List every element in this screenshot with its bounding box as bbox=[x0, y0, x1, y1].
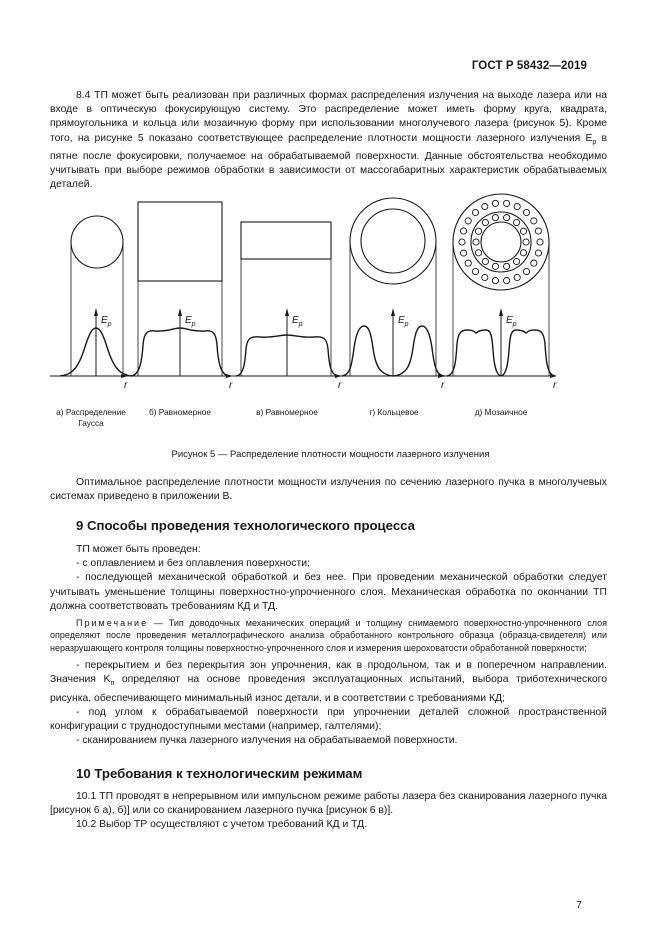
list-item: - с оплавлением и без оплавления поверхности; bbox=[76, 558, 310, 570]
mosaic-beam-dot bbox=[475, 250, 481, 256]
axis-label-ep-c: $E_p$ bbox=[292, 315, 303, 328]
axis-label-r-e: r bbox=[553, 380, 557, 391]
mosaic-beam-dot bbox=[523, 239, 529, 245]
heading-section-9: 9 Способы проведения технологического процесса bbox=[76, 518, 415, 533]
mosaic-beam-dot bbox=[531, 260, 537, 266]
mosaic-beam-dot bbox=[492, 278, 498, 284]
circle-spot bbox=[71, 216, 123, 268]
section-9-body bbox=[50, 543, 607, 749]
mosaic-beam-dot bbox=[504, 215, 510, 221]
axis-label-r-a: r bbox=[124, 380, 128, 391]
mosaic-beam-dot bbox=[514, 203, 520, 209]
ring-inner bbox=[361, 209, 425, 273]
section-9-intro: ТП может быть проведен: bbox=[76, 544, 201, 555]
mosaic-middle bbox=[471, 212, 531, 272]
mosaic-beam-dot bbox=[531, 218, 537, 224]
mosaic-beam-dot bbox=[472, 268, 478, 274]
mosaic-beam-dot bbox=[482, 219, 488, 225]
mosaic-beam-dot bbox=[492, 263, 498, 269]
list-item: - перекрытием и без перекрытия зон упрочнения, как в продольном, так и в поперечном направлении. Значения $K_п$ определяют на основе проведения эксплуатационных испытаний, выбора триботехнического рисунка, обеспечивающего минимальный износ детали, и в соответствии с требованиями КД; bbox=[50, 660, 607, 704]
mosaic-beam-dot bbox=[514, 219, 520, 225]
mosaic-beam-dot bbox=[459, 239, 465, 245]
standard-header: ГОСТ Р 58432—2019 bbox=[471, 60, 587, 72]
axis-label-ep-a: $E_p$ bbox=[101, 315, 112, 328]
axis-label-r-d: r bbox=[441, 380, 445, 391]
mosaic-beam-dot bbox=[504, 263, 510, 269]
mosaic-beam-dot bbox=[482, 258, 488, 264]
paragraph-after-figure: Оптимальное распределение плотности мощности излучения по сечению лазерного пучка в многолучевых системах приведено в приложении В. bbox=[50, 477, 607, 503]
note: Примечание — Тип доводочных механических операций и толщину снимаемого поверхностно-упрочненного слоя определяют после проведения металлографического анализа обработанного контрольного образца (образца-свидетеля) или неразрушающего контроля толщины поверхностно-упрочненного слоя и измерения шероховатости обработанной поверхности; bbox=[50, 618, 607, 653]
mosaic-beam-dot bbox=[482, 203, 488, 209]
square-spot bbox=[138, 202, 222, 281]
axes bbox=[50, 308, 557, 378]
mosaic-beam-dot bbox=[520, 228, 526, 234]
mosaic-beam-dot bbox=[475, 228, 481, 234]
mosaic-beam-dot bbox=[473, 239, 479, 245]
axes-panel-c bbox=[232, 308, 342, 378]
ring-outer bbox=[350, 198, 436, 284]
list-item: - последующей механической обработкой и без нее. При проведении механической обработки следует учитывать уменьшение толщины поверхностно-упрочненного слоя. Механическая обработка по окончании ТП должна соответствовать требованиям КД и ТД. bbox=[50, 572, 607, 612]
paragraph-8-4: 8.4 ТП может быть реализован при различных формах распределения излучения на выходе лазера или на входе в оптическую фокусирующую систему. Это распределение может иметь форму круга, квадрата, прямоугольника и кольца или мозаичную форму при использовании многолучевого лазера (рисунок 5). Кроме того, на рисунке 5 показано соответствующее распределение плотности мощности лазерного излучения $E_p$ в пятне после фокусировки, получаемое на обрабатываемой поверхности. Данные обстоятельства необходимо учитывать при выборе режимов обработки в зависимости от массогабаритных характеристик обрабатываемых деталей. bbox=[50, 90, 607, 191]
caption-b: б) Равномерное bbox=[148, 407, 212, 417]
paragraph-10-1: 10.1 ТП проводят в непрерывном или импульсном режиме работы лазера без сканирования лазерного пучка [рисунок 6 а), б)] или со сканированием лазерного пучка [рисунок 6 в)]. bbox=[50, 791, 607, 817]
figure-5 bbox=[0, 0, 661, 420]
mosaic-beam-dot bbox=[537, 239, 543, 245]
mosaic-beam-dot bbox=[514, 258, 520, 264]
paragraph-10-2: 10.2 Выбор ТР осуществляют с учетом требований КД и ТД. bbox=[76, 819, 368, 831]
mosaic-beam-dot bbox=[465, 218, 471, 224]
caption-d: г) Кольцевое bbox=[369, 407, 419, 417]
axis-label-r-b: r bbox=[229, 380, 233, 391]
mosaic-beam-dot bbox=[520, 250, 526, 256]
caption-e: д) Мозаичное bbox=[474, 407, 528, 417]
mosaic-beam-dot bbox=[482, 274, 488, 280]
mosaic-beam-dot bbox=[535, 250, 541, 256]
mosaic-beam-dot bbox=[465, 260, 471, 266]
mosaic-beam-dot bbox=[523, 268, 529, 274]
mosaic-beam-dot bbox=[523, 209, 529, 215]
mosaic-inner bbox=[481, 222, 521, 262]
caption-c: в) Равномерное bbox=[256, 407, 318, 417]
axes-panel-e bbox=[442, 308, 557, 378]
page-number: 7 bbox=[576, 899, 582, 911]
mosaic-beam-dot bbox=[535, 228, 541, 234]
mosaic-beam-dot bbox=[472, 209, 478, 215]
caption-a: а) Распределение Гаусса bbox=[56, 407, 126, 428]
axis-label-ep-e: $E_p$ bbox=[506, 315, 517, 328]
axes-panel-d bbox=[338, 308, 445, 378]
mosaic-beam-dot bbox=[461, 250, 467, 256]
list-item: - под углом к обрабатываемой поверхности при упрочнении деталей сложной пространственной конфигурации с труднодоступными местами (например, галтелями); bbox=[50, 706, 607, 733]
mosaic-beam-dot bbox=[461, 228, 467, 234]
rectangle-spot bbox=[241, 222, 331, 259]
mosaic-beam-dot bbox=[504, 278, 510, 284]
mosaic-beam-dot bbox=[514, 274, 520, 280]
list-item: - сканированием пучка лазерного излучения на обрабатываемой поверхности. bbox=[76, 735, 458, 747]
mosaic-beam-dot bbox=[492, 215, 498, 221]
mosaic-beam-dot bbox=[504, 200, 510, 206]
figure-caption: Рисунок 5 — Распределение плотности мощности лазерного излучения bbox=[171, 449, 490, 460]
mosaic-beam-dot bbox=[492, 200, 498, 206]
axis-label-r-c: r bbox=[338, 380, 342, 391]
section-10-body bbox=[50, 790, 607, 833]
mosaic-outer bbox=[453, 194, 549, 290]
axis-label-ep-b: $E_p$ bbox=[185, 315, 196, 328]
heading-section-10: 10 Требования к технологическим режимам bbox=[76, 766, 363, 781]
axis-label-ep-d: $E_p$ bbox=[398, 315, 409, 328]
